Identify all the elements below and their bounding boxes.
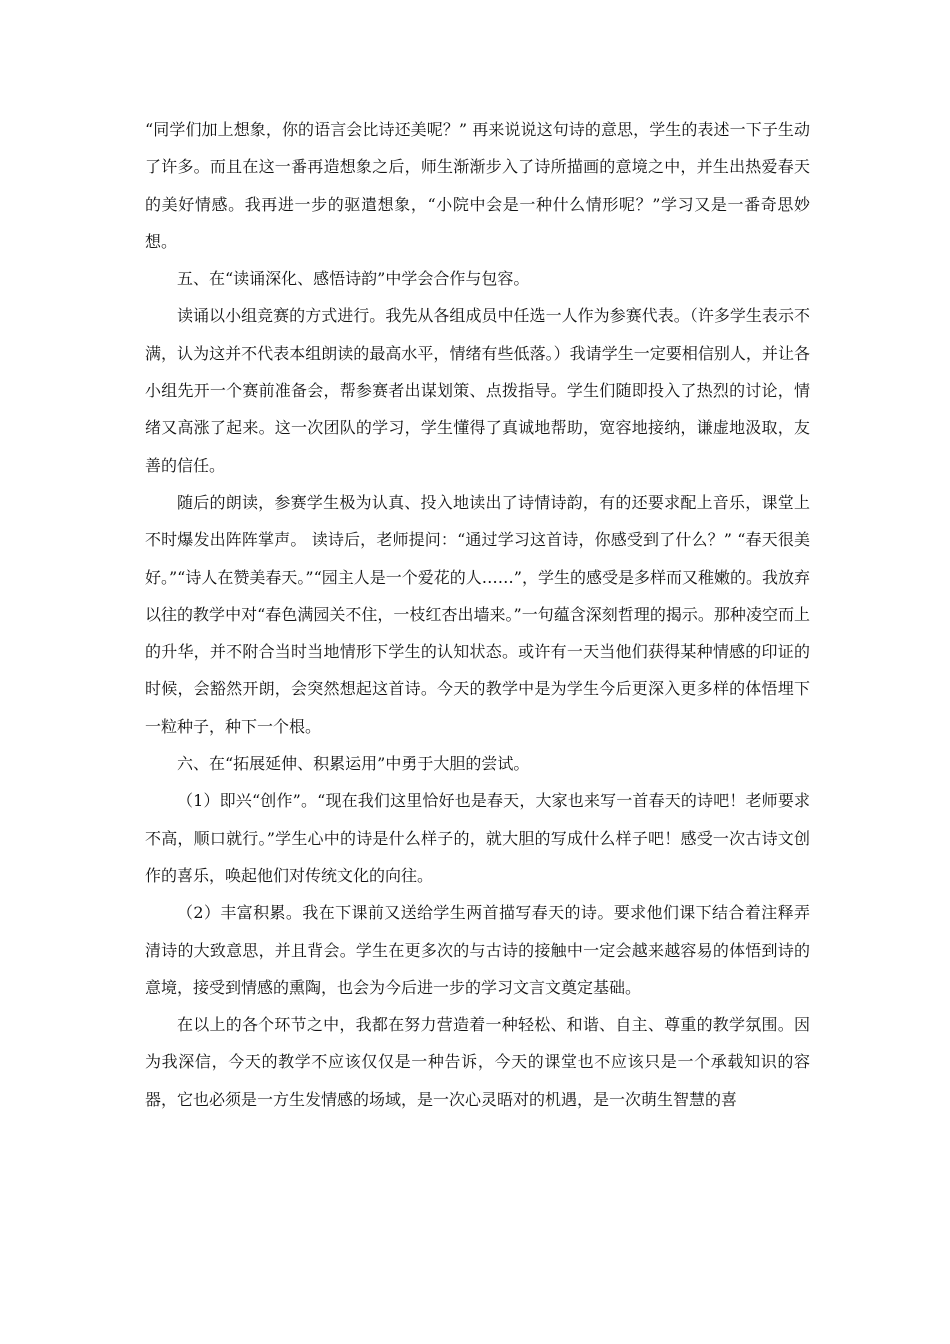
paragraph-group-reading: 读诵以小组竞赛的方式进行。我先从各组成员中任选一人作为参赛代表。（许多学生表示不满，认为这并不代表本组朗读的最高水平，情绪有些低落。）我请学生一定要相信别人，并让各小组先开一个赛前准备会，帮参赛者出谋划策、点拨指导。学生们随即投入了热烈的讨论，情绪又高涨了起来。这一次团队的学习，学生懂得了真诚地帮助，宽容地接纳，谦虚地汲取，友善的信任。 (145, 306, 810, 475)
paragraph-accumulation: （2）丰富积累。我在下课前又送给学生两首描写春天的诗。要求他们课下结合着注释弄清诗的大致意思，并且背会。学生在更多次的与古诗的接触中一定会越来越容易的体悟到诗的意境，接受到情感的熏陶，也会为今后进一步的学习文言文奠定基础。 (145, 903, 810, 997)
paragraph-imagination-continued: “同学们加上想象，你的语言会比诗还美呢？” 再来说说这句诗的意思，学生的表述一下子生动了许多。而且在这一番再造想象之后，师生渐渐步入了诗所描画的意境之中，并生出热爱春天的美好情感。我再进一步的驱遣想象，“小院中会是一种什么情形呢？”学习又是一番奇思妙想。 (145, 120, 810, 251)
paragraph-conclusion: 在以上的各个环节之中，我都在努力营造着一种轻松、和谐、自主、尊重的教学氛围。因为我深信，今天的教学不应该仅仅是一种告诉，今天的课堂也不应该只是一个承载知识的容器，它也必须是一方生发情感的场域，是一次心灵晤对的机遇，是一次萌生智慧的喜 (145, 1015, 810, 1109)
document-body (145, 111, 810, 1118)
section-heading-5: 五、在“读诵深化、感悟诗韵”中学会合作与包容。 (177, 269, 530, 289)
paragraph-reading-results: 随后的朗读，参赛学生极为认真、投入地读出了诗情诗韵，有的还要求配上音乐，课堂上不时爆发出阵阵掌声。 读诗后，老师提问：“通过学习这首诗，你感受到了什么？” “春天很美好。”“诗人在赞美春天。”“园主人是一个爱花的人……”，学生的感受是多样而又稚嫩的。我放弃以往的教学中对“春色满园关不住，一枝红杏出墙来。”一句蕴含深刻哲理的揭示。那种凌空而上的升华，并不附合当时当地情形下学生的认知状态。或许有一天当他们获得某种情感的印证的时候，会豁然开朗，会突然想起这首诗。今天的教学中是为学生今后更深入更多样的体悟埋下一粒种子，种下一个根。 (145, 492, 810, 736)
paragraph-creation: （1）即兴“创作”。“现在我们这里恰好也是春天，大家也来写一首春天的诗吧！老师要求不高，顺口就行。”学生心中的诗是什么样子的，就大胆的写成什么样子吧！感受一次古诗文创作的喜乐，唤起他们对传统文化的向往。 (145, 791, 810, 885)
section-heading-6: 六、在“拓展延伸、积累运用”中勇于大胆的尝试。 (177, 754, 530, 774)
